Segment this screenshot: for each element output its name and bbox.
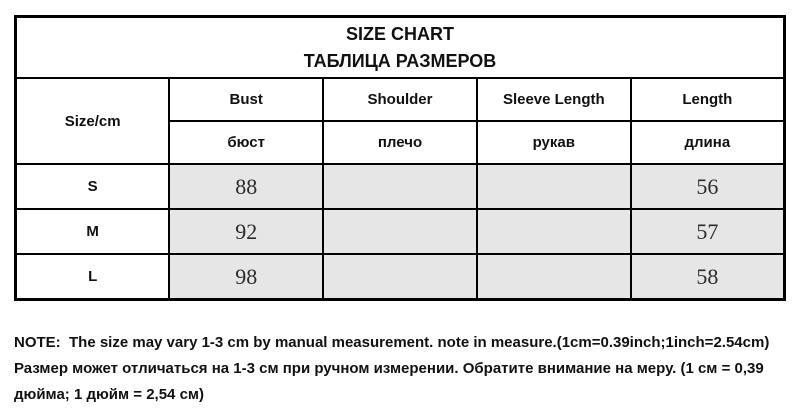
value-l-sleeve-length (477, 254, 631, 300)
column-header-sleeve-length-en: Sleeve Length (477, 78, 631, 121)
table-row-size-s (16, 164, 785, 209)
size-label-m: M (16, 209, 170, 254)
measurement-note (14, 330, 800, 408)
value-m-bust: 92 (169, 209, 323, 254)
value-s-shoulder (323, 164, 477, 209)
value-m-length: 57 (631, 209, 785, 254)
column-header-length-en: Length (631, 78, 785, 121)
size-label-s: S (16, 164, 170, 209)
value-s-length: 56 (631, 164, 785, 209)
column-header-shoulder-en: Shoulder (323, 78, 477, 121)
column-header-length-ru: длина (631, 121, 785, 164)
note-line-ru-2: дюйма; 1 дюйм = 2,54 см) (14, 386, 205, 403)
table-title-row (16, 17, 785, 79)
value-l-bust: 98 (169, 254, 323, 300)
value-s-sleeve-length (477, 164, 631, 209)
value-m-shoulder (323, 209, 477, 254)
note-line-en: NOTE: The size may vary 1-3 cm by manual measurement. note in measure.(1cm=0.39inch;1inch=2.54cm) (14, 334, 770, 351)
header-row-en (16, 78, 785, 121)
value-l-length: 58 (631, 254, 785, 300)
table-row-size-l (16, 254, 785, 300)
column-header-shoulder-ru: плечо (323, 121, 477, 164)
title-ru: ТАБЛИЦА РАЗМЕРОВ (303, 50, 497, 71)
size-label-l: L (16, 254, 170, 300)
title-en: SIZE CHART (346, 23, 454, 44)
value-s-bust: 88 (169, 164, 323, 209)
column-header-size-cm: Size/cm (16, 78, 170, 164)
value-m-sleeve-length (477, 209, 631, 254)
column-header-bust-ru: бюст (169, 121, 323, 164)
size-chart-table (14, 15, 786, 301)
column-header-sleeve-length-ru: рукав (477, 121, 631, 164)
value-l-shoulder (323, 254, 477, 300)
table-title-cell (16, 17, 785, 79)
table-row-size-m (16, 209, 785, 254)
note-line-ru-1: Размер может отличаться на 1-3 см при ручном измерении. Обратите внимание на меру. (1 см = 0,39 (14, 360, 764, 377)
column-header-bust-en: Bust (169, 78, 323, 121)
